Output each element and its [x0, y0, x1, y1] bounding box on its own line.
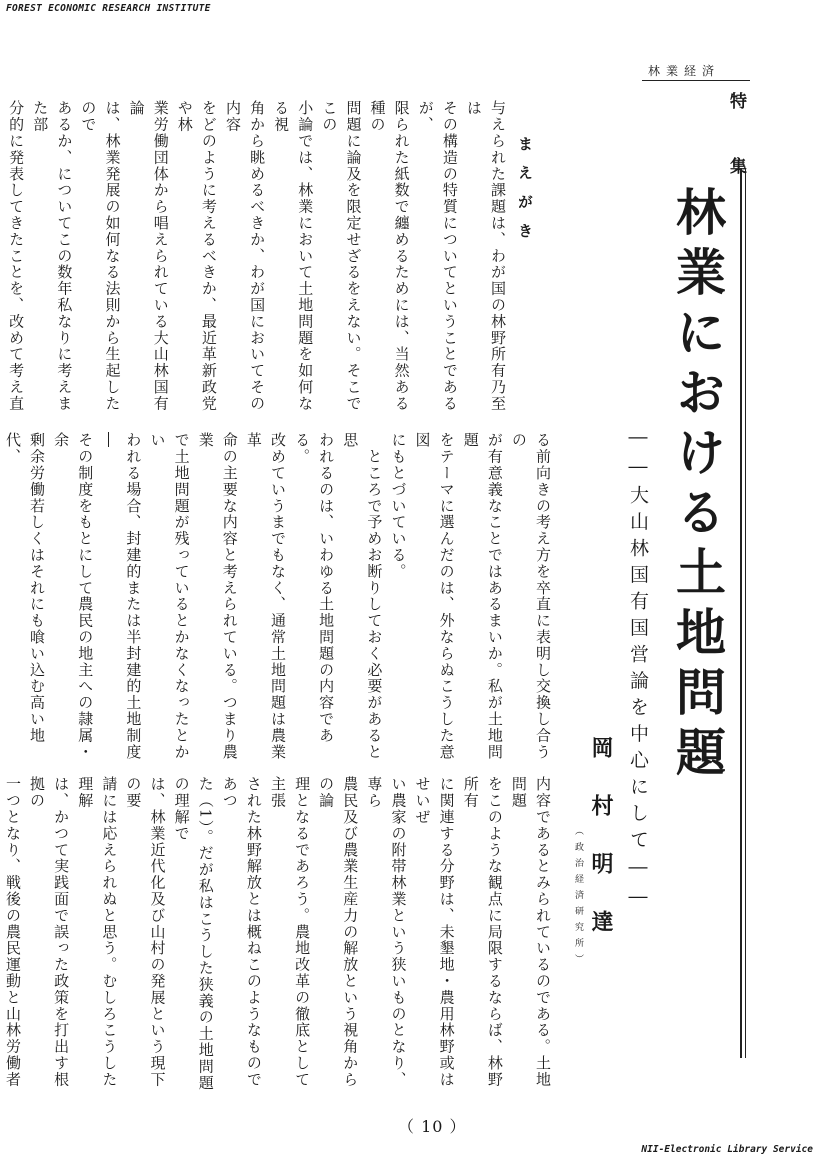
body-line: 命の主要な内容と考えられている。つまり農業 [196, 432, 239, 760]
body-line: た（1）。だが私はこうした狭義の土地問題の理解で [172, 776, 215, 1092]
body-line [0, 432, 1, 762]
body-line: 問題に論及を限定せざるをえない。そこでこの [320, 100, 363, 412]
body-line: 剰余労働若しくはそれにも喰い込む高い地代、 [3, 432, 47, 744]
body-line: われる場合、封建的または半封建的土地制度― [100, 432, 143, 760]
article-subtitle: ――大山林国有国営論を中心にして―― [627, 426, 649, 915]
footer-service: NII-Electronic Library Service [641, 1144, 813, 1155]
section-heading-wrap [515, 136, 536, 252]
body-line: をテーマに選んだのは、外ならぬこうした意図 [413, 432, 456, 760]
body-line: をどのように考えるべきか、最近革新政党や林 [175, 100, 218, 412]
body-line: は、林業近代化及び山村の発展という現下の要 [124, 776, 167, 1088]
body-line: をこのような観点に局限するならば、林野所有 [461, 776, 504, 1088]
body-line: その構造の特質についてということであるが、 [416, 100, 459, 412]
body-line: 請には応えられぬと思う。むしろこうした理解 [76, 776, 119, 1088]
body-line: 内容であるとみられているのである。土地問題 [509, 776, 552, 1088]
body-line: 一つとなり、戦後の農民運動と山林労働者 [3, 776, 22, 1088]
author-affiliation: （政治経済研究所） [573, 826, 583, 970]
body-line: は、かつて実践面で誤った政策を打出す根拠の [28, 776, 71, 1088]
body-line: あるか、についてこの数年私なりに考えまた部 [31, 100, 74, 412]
body-line: に関連する分野は、未墾地・農用林野或はせいぜ [413, 776, 456, 1088]
body-line: 角から眺めるべきか、わが国においてその内容 [223, 100, 267, 412]
body-line: われるのは、いわゆる土地問題の内容である。 [293, 432, 336, 744]
body-line: 農民及び農業生産力の解放という視角からの論 [317, 776, 360, 1088]
author-name: 岡村明達 [588, 736, 614, 968]
journal-name: 林業経済 [648, 64, 721, 78]
body-line: が有意義なことではあるまいか。私が土地問題 [461, 432, 504, 760]
journal-rule [642, 80, 750, 81]
body-column-upper [7, 100, 510, 422]
page-number: （ 10 ） [398, 1117, 467, 1136]
body-line: その制度をもとにして農民の地主への隷属・余 [52, 432, 95, 760]
body-line: ところで予めお断りしておく必要があると思 [341, 432, 384, 760]
body-line: 業労働団体から唱えられている大山林国有論 [127, 100, 170, 412]
article-title: 林業における土地問題 [668, 186, 727, 786]
body-line: 限られた紙数で纏めるためには、当然ある種の [368, 100, 411, 412]
section-heading: まえがき [516, 136, 534, 252]
body-line: 理となるであろう。農地改革の徹底として主張 [268, 776, 312, 1088]
series-label: 特集 [726, 92, 746, 222]
body-column-lower [3, 776, 555, 1094]
body-line: された林野解放とは概ねこのようなものであつ [220, 776, 263, 1088]
title-double-rule [740, 168, 746, 1058]
body-line: にもとづいている。 [389, 432, 408, 580]
body-line: は、林業発展の如何なる法則から生起したので [79, 100, 122, 412]
body-line: い農家の附帯林業という狭いものとなり、専ら [365, 776, 408, 1088]
body-line: る前向きの考え方を卒直に表明し交換し合うの [509, 432, 552, 760]
body-line: 与えられた課題は、わが国の林野所有乃至は [464, 100, 507, 412]
header-institute: FOREST ECONOMIC RESEARCH INSTITUTE [6, 3, 211, 14]
body-line: 小論では、林業において土地問題を如何なる視 [272, 100, 315, 412]
body-line: で土地問題が残っているとかなくなったとかい [148, 432, 191, 760]
body-line: 改めていうまでもなく、通常土地問題は農業革 [244, 432, 287, 760]
body-line: 分的に発表してきたことを、改めて考え直 [7, 100, 26, 412]
body-column-middle [3, 432, 555, 762]
